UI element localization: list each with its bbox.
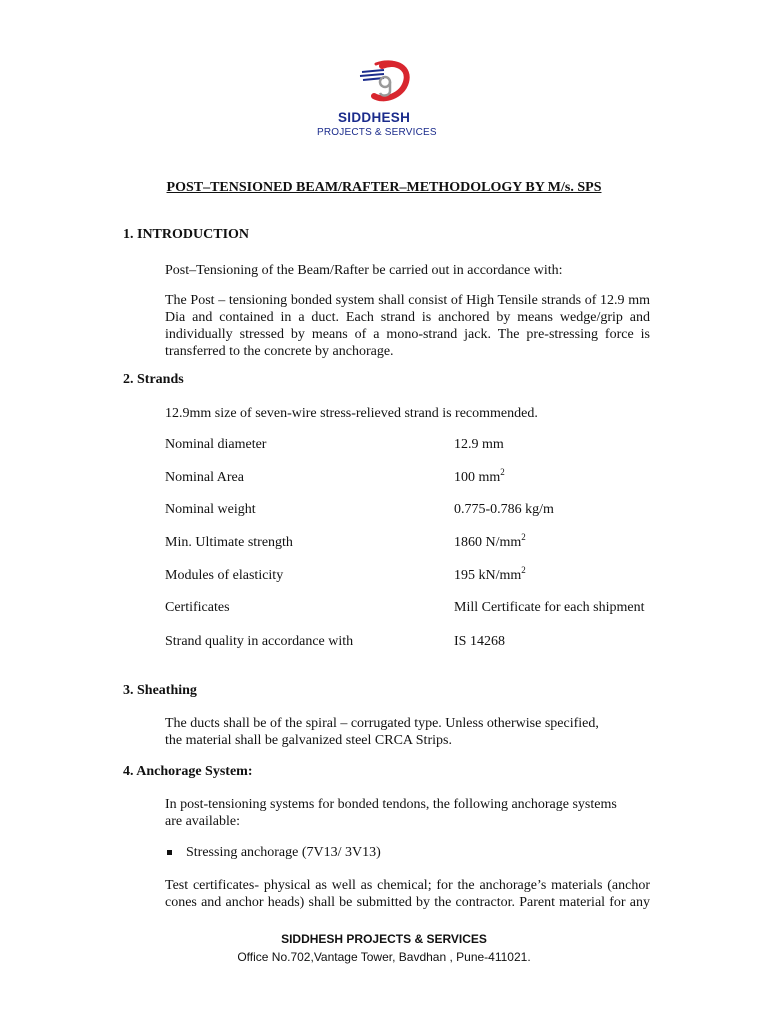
spec-value: 12.9 mm (454, 437, 504, 452)
document-title: POST–TENSIONED BEAM/RAFTER–METHODOLOGY BY M/s. SPS (166, 180, 602, 195)
intro-paragraph-1: Post–Tensioning of the Beam/Rafter be carried out in accordance with: (165, 263, 563, 278)
company-logo (300, 58, 470, 142)
spec-value: 195 $kN/mm^2$ (454, 565, 526, 583)
logo-mark-icon (354, 58, 414, 110)
spec-label: Modules of elasticity (165, 568, 284, 583)
logo-company-subtitle: PROJECTS & SERVICES (317, 127, 437, 138)
spec-label: Strand quality in accordance with (165, 634, 354, 649)
spec-label: Certificates (165, 600, 230, 615)
spec-label: Nominal Area (165, 470, 244, 485)
footer-address: Office No.702,Vantage Tower, Bavdhan , Pune-411021. (237, 950, 531, 964)
logo-company-name: SIDDHESH (338, 110, 411, 125)
intro-paragraph-2: The Post – tensioning bonded system shall consist of High Tensile strands of 12.9 mm Dia and contained in a duct. Each strand is anchored by means wedge/grip and individually stressed by means of a mono-strand jack. The pre-stressing force is transferred to the concrete by anchorage. (165, 293, 650, 359)
anchorage-paragraph-1: In post-tensioning systems for bonded tendons, the following anchorage systems are available: (165, 797, 617, 829)
heading-sheathing: 3. Sheathing (123, 683, 197, 698)
sheathing-paragraph: The ducts shall be of the spiral – corrugated type. Unless otherwise specified, the material shall be galvanized steel CRCA Strips. (165, 716, 599, 748)
anchorage-paragraph-2: Test certificates- physical as well as chemical; for the anchorage’s materials (anchor cones and anchor heads) shall be submitted by the contractor. Parent material for any (165, 878, 650, 910)
heading-strands: 2. Strands (123, 372, 184, 387)
anchorage-bullet-item: Stressing anchorage (7V13/ 3V13) (186, 845, 381, 860)
heading-anchorage: 4. Anchorage System: (123, 764, 253, 779)
spec-value: 1860 $N/mm^2$ (454, 532, 526, 550)
spec-label: Nominal weight (165, 502, 256, 517)
strands-paragraph: 12.9mm size of seven-wire stress-relieved strand is recommended. (165, 406, 538, 421)
bullet-icon (167, 850, 172, 855)
spec-value: 0.775-0.786 kg/m (454, 502, 554, 517)
heading-introduction: 1. INTRODUCTION (123, 227, 250, 242)
spec-value: Mill Certificate for each shipment (454, 600, 645, 615)
footer-company-name: SIDDHESH PROJECTS & SERVICES (281, 932, 487, 946)
spec-value: 100 $mm^2$ (454, 467, 505, 485)
spec-label: Nominal diameter (165, 437, 267, 452)
spec-value: IS 14268 (454, 634, 505, 649)
spec-label: Min. Ultimate strength (165, 535, 293, 550)
